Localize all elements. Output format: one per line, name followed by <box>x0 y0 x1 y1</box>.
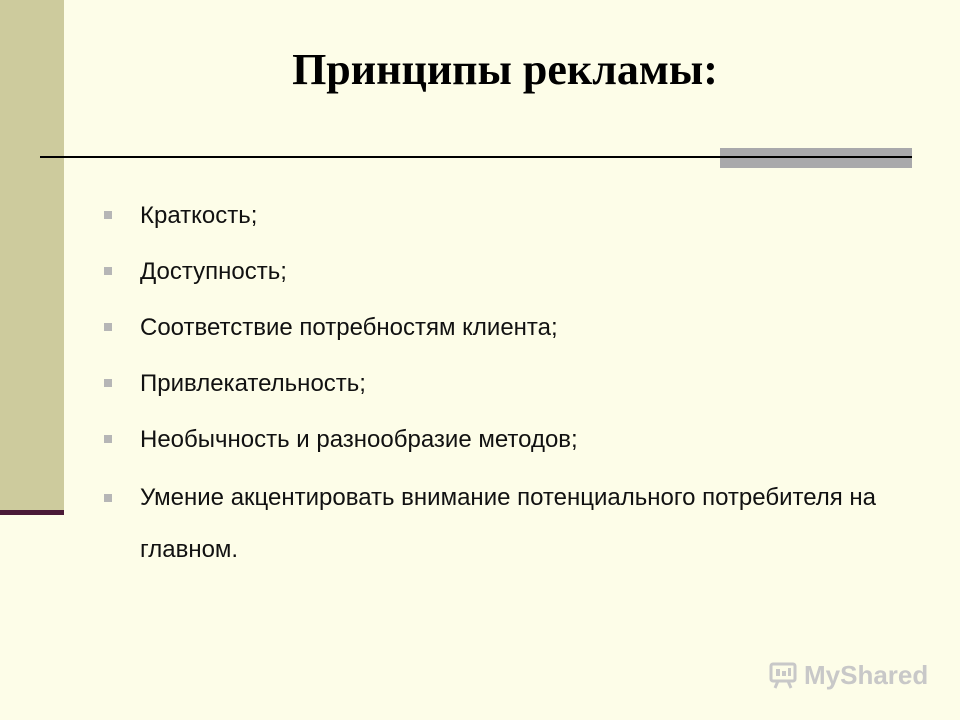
square-bullet-icon <box>104 211 112 219</box>
myshared-watermark <box>768 658 928 692</box>
bullet-text: Краткость; <box>140 202 258 229</box>
bullet-text: Соответствие потребностям клиента; <box>140 314 558 341</box>
list-item <box>104 472 904 576</box>
bullet-list <box>104 200 904 600</box>
presentation-board-icon <box>768 660 798 690</box>
bullet-text: Доступность; <box>140 258 287 285</box>
square-bullet-icon <box>104 379 112 387</box>
bullet-text: Умение акцентировать внимание потенциального потребителя на главном. <box>140 484 877 563</box>
square-bullet-icon <box>104 494 112 502</box>
square-bullet-icon <box>104 267 112 275</box>
slide-title: Принципы рекламы: <box>292 45 718 94</box>
left-accent-line <box>0 510 64 515</box>
list-item <box>104 200 904 232</box>
list-item <box>104 424 904 456</box>
square-bullet-icon <box>104 323 112 331</box>
square-bullet-icon <box>104 435 112 443</box>
bullet-text: Привлекательность; <box>140 370 366 397</box>
list-item <box>104 312 904 344</box>
bullet-text: Необычность и разнообразие методов; <box>140 426 578 453</box>
watermark-text: MyShared <box>804 659 929 690</box>
title-divider-bar <box>720 148 912 168</box>
list-item <box>104 368 904 400</box>
list-item <box>104 256 904 288</box>
